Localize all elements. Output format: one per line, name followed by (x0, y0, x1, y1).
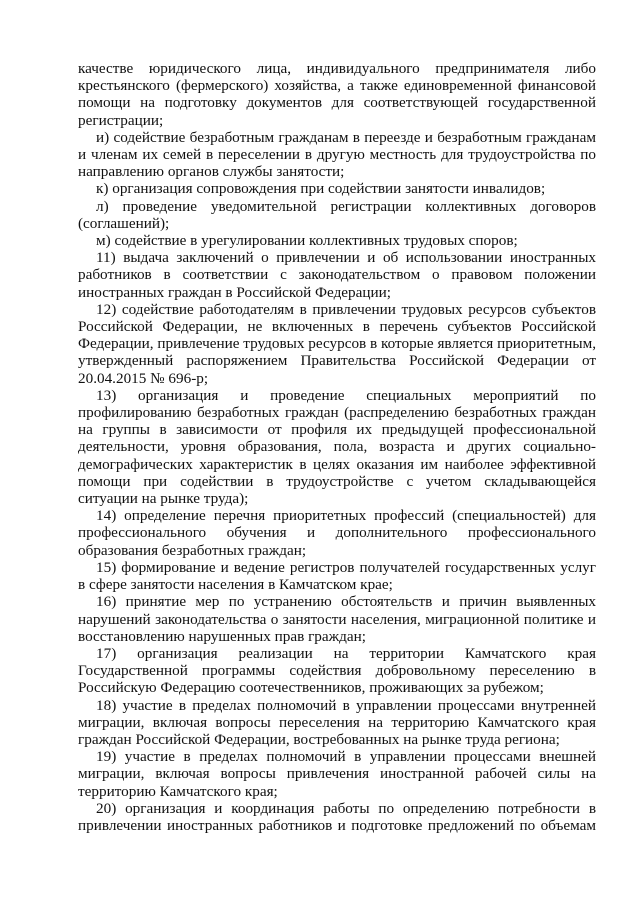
paragraph-item-15: 15) формирование и ведение регистров получателей государственных услуг в сфере занятости населения в Камчатском крае; (78, 558, 596, 594)
paragraph-item-12: 12) содействие работодателям в привлечении трудовых ресурсов субъектов Российской Федерации, не включенных в перечень субъектов Российской Федерации, привлечение трудовых ресурсов в которые является приоритетным, утвержденный распоряжением Правительства Российской Федерации от 20.04.2015 № 696-р; (78, 300, 596, 387)
paragraph-item-19: 19) участие в пределах полномочий в управлении процессами внешней миграции, включая вопросы привлечения иностранной рабочей силы на территорию Камчатского края; (78, 748, 596, 800)
paragraph-item-11: 11) выдача заключений о привлечении и об использовании иностранных работников в соответствии с законодательством о правовом положении иностранных граждан в Российской Федерации; (78, 249, 596, 301)
paragraph-item-i: и) содействие безработным гражданам в переезде и безработным гражданам и членам их семей в переселении в другую местность для трудоустройства по направлению органов службы занятости; (78, 128, 596, 181)
paragraph-continuation: качестве юридического лица, индивидуального предпринимателя либо крестьянского (фермерского) хозяйства, а также единовременной финансовой помощи на подготовку документов для соответствующей государственной регистрации; (78, 60, 596, 129)
paragraph-item-16: 16) принятие мер по устранению обстоятельств и причин выявленных нарушений законодательства о занятости населения, миграционной политике и восстановлению нарушенных прав граждан; (78, 593, 596, 645)
paragraph-item-m: м) содействие в урегулировании коллективных трудовых споров; (96, 232, 518, 250)
paragraph-item-13: 13) организация и проведение специальных мероприятий по профилированию безработных граждан (распределению безработных граждан на группы в зависимости от профиля их предыдущей профессиональной деятельности, уровня образования, пола, возраста и других социально-демографических характеристик в целях оказания им наиболее эффективной помощи при содействии в трудоустройстве с учетом складывающейся ситуации на рынке труда); (78, 386, 596, 508)
document-page (78, 60, 596, 834)
paragraph-item-18: 18) участие в пределах полномочий в управлении процессами внутренней миграции, включая вопросы переселения на территорию Камчатского края граждан Российской Федерации, востребованных на рынке труда региона; (78, 696, 596, 748)
paragraph-item-l: л) проведение уведомительной регистрации коллективных договоров (соглашений); (78, 197, 596, 232)
paragraph-item-20: 20) организация и координация работы по определению потребности в привлечении иностранных работников и подготовке предложений по объемам (78, 799, 596, 834)
paragraph-item-17: 17) организация реализации на территории Камчатского края Государственной программы содействия добровольному переселению в Российскую Федерацию соотечественников, проживающих за рубежом; (78, 644, 596, 697)
paragraph-item-k: к) организация сопровождения при содействии занятости инвалидов; (96, 180, 546, 198)
paragraph-item-14: 14) определение перечня приоритетных профессий (специальностей) для профессионального обучения и дополнительного профессионального образования безработных граждан; (78, 507, 596, 559)
